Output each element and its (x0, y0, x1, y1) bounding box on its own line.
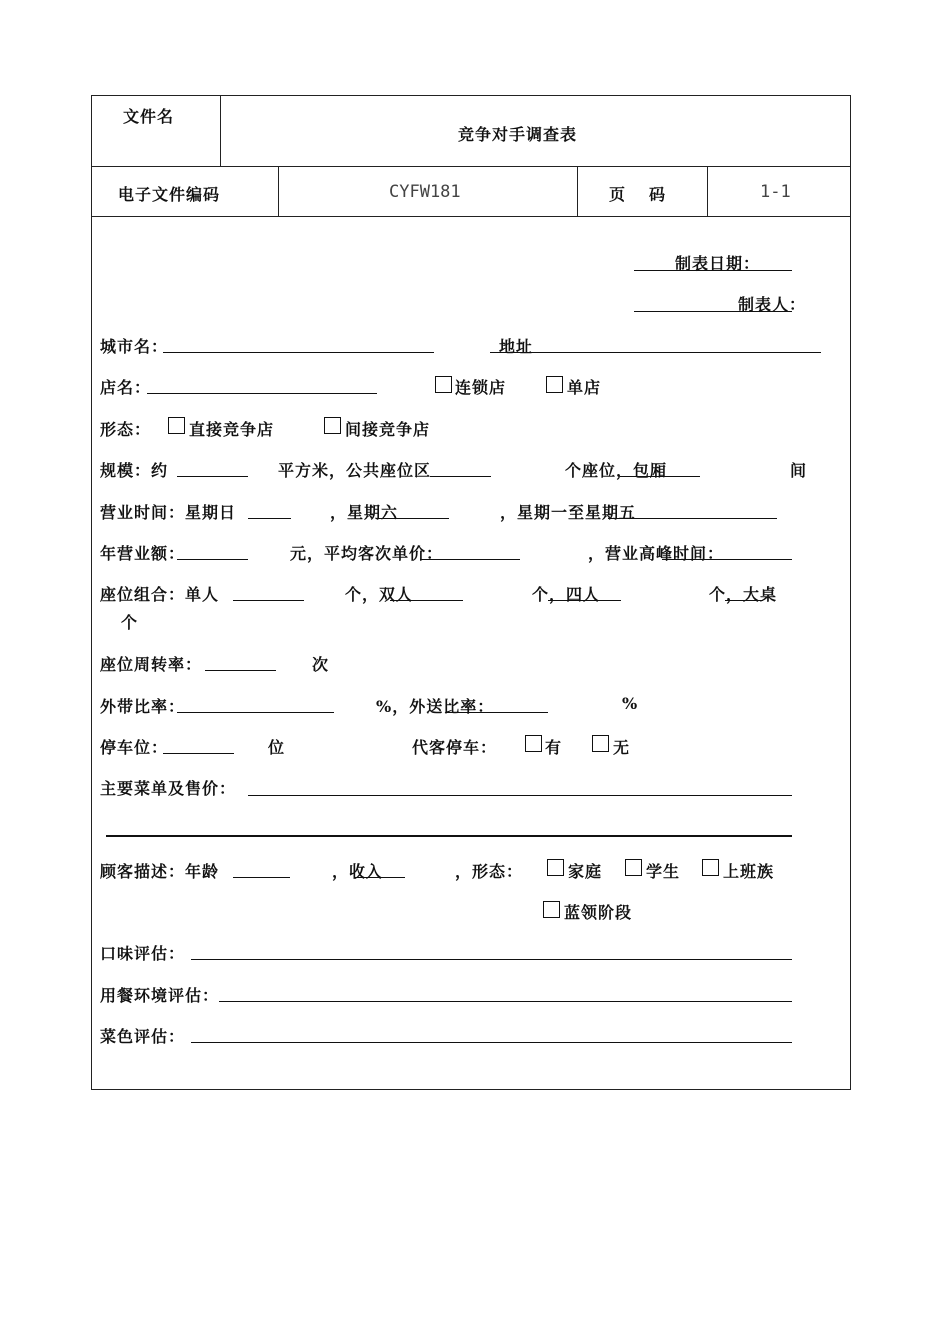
store-label: 店名： (100, 378, 152, 397)
chain-label: 连锁店 (455, 378, 507, 397)
parking-label: 停车位： (100, 738, 169, 757)
file-code-label: 电子文件编码 (118, 185, 221, 204)
date-label: 制表日期： (675, 254, 761, 273)
indirect-label: 间接竞争店 (345, 420, 431, 439)
taste-label: 口味评估： (100, 944, 186, 963)
age-field[interactable] (233, 877, 290, 878)
student-label: 学生 (646, 862, 681, 881)
delivery-unit: % (622, 694, 639, 713)
scale-label: 规模：约 (100, 461, 169, 480)
area-field[interactable] (177, 476, 248, 477)
direct-checkbox[interactable] (168, 417, 185, 434)
avg-price-field[interactable] (420, 559, 520, 560)
header-divider-1 (91, 166, 850, 167)
dish-label: 菜色评估： (100, 1027, 186, 1046)
address-field[interactable] (490, 352, 821, 353)
indirect-checkbox[interactable] (324, 417, 341, 434)
family-checkbox[interactable] (547, 859, 564, 876)
big-table-field[interactable] (725, 600, 763, 601)
weekday-hours-field[interactable] (608, 518, 777, 519)
revenue-unit: 元，平均客次单价： (290, 544, 444, 563)
customer-label: 顾客描述：年龄 (100, 862, 220, 881)
turnover-label: 座位周转率： (100, 655, 203, 674)
valet-yes-label: 有 (545, 738, 563, 757)
header-col-divider-d (707, 166, 708, 217)
city-label: 城市名： (100, 337, 169, 356)
peak-field[interactable] (662, 559, 792, 560)
scale-unit2: 个座位，包厢 (565, 461, 668, 480)
single-label: 单店 (567, 378, 602, 397)
single-seats-field[interactable] (233, 600, 304, 601)
maker-field[interactable] (634, 311, 792, 312)
double-seats-field[interactable] (390, 600, 463, 601)
seats-tail: 个 (121, 613, 139, 632)
date-field[interactable] (634, 270, 792, 271)
revenue-label: 年营业额： (100, 544, 186, 563)
valet-no-label: 无 (613, 738, 631, 757)
page-value: 1-1 (760, 182, 791, 202)
form-type-label: 形态： (100, 420, 152, 439)
hours-weekday: ，星期一至星期五 (500, 503, 637, 522)
menu-label: 主要菜单及售价： (100, 779, 237, 798)
header-divider-2 (91, 216, 850, 217)
taste-field[interactable] (191, 959, 792, 960)
bluecollar-checkbox[interactable] (543, 901, 560, 918)
income-label: ，收入 (332, 862, 384, 881)
takeout-label: 外带比率： (100, 697, 186, 716)
saturday-hours-field[interactable] (376, 518, 449, 519)
public-seats-field[interactable] (430, 476, 491, 477)
parking-field[interactable] (163, 753, 234, 754)
delivery-field[interactable] (447, 712, 548, 713)
revenue-field[interactable] (177, 559, 248, 560)
valet-yes-checkbox[interactable] (525, 735, 542, 752)
seats-label: 座位组合：单人 (100, 585, 220, 604)
maker-label: 制表人： (738, 295, 807, 314)
seats-double: 个，双人 (345, 585, 414, 604)
header-col-divider-a (220, 95, 221, 167)
single-checkbox[interactable] (546, 376, 563, 393)
student-checkbox[interactable] (625, 859, 642, 876)
header-col-divider-c (577, 166, 578, 217)
scale-unit1: 平方米，公共座位区 (278, 461, 432, 480)
direct-label: 直接竞争店 (189, 420, 275, 439)
store-field[interactable] (147, 393, 377, 394)
environment-label: 用餐环境评估： (100, 986, 220, 1005)
chain-checkbox[interactable] (435, 376, 452, 393)
four-seats-field[interactable] (548, 600, 621, 601)
takeout-unit: %，外送比率： (376, 697, 495, 716)
sunday-hours-field[interactable] (248, 518, 291, 519)
parking-unit: 位 (268, 738, 286, 757)
family-label: 家庭 (568, 862, 603, 881)
page-label: 页 码 (609, 185, 670, 204)
menu-field[interactable] (248, 795, 792, 796)
document-title: 竞争对手调查表 (458, 125, 578, 144)
office-label: 上班族 (723, 862, 775, 881)
bluecollar-label: 蓝领阶段 (564, 903, 633, 922)
dish-field[interactable] (191, 1042, 792, 1043)
file-name-label: 文件名 (123, 107, 175, 126)
office-checkbox[interactable] (702, 859, 719, 876)
scale-unit3: 间 (790, 461, 808, 480)
menu-field-line-2[interactable] (106, 835, 792, 837)
city-field[interactable] (163, 352, 434, 353)
hours-saturday: ，星期六 (330, 503, 399, 522)
peak-label: ，营业高峰时间： (588, 544, 725, 563)
valet-no-checkbox[interactable] (592, 735, 609, 752)
header-col-divider-b (278, 166, 279, 217)
turnover-unit: 次 (312, 655, 330, 674)
address-label: 地址 (499, 337, 534, 356)
takeout-field[interactable] (177, 712, 334, 713)
hours-label: 营业时间：星期日 (100, 503, 237, 522)
income-field[interactable] (355, 877, 405, 878)
turnover-field[interactable] (205, 670, 276, 671)
valet-label: 代客停车： (412, 738, 498, 757)
environment-field[interactable] (219, 1001, 792, 1002)
file-code-value: CYFW181 (389, 182, 461, 202)
seats-big: 个，大桌 (709, 585, 778, 604)
seats-four: 个，四人 (532, 585, 601, 604)
rooms-field[interactable] (620, 476, 700, 477)
customer-type-label: ，形态： (455, 862, 524, 881)
